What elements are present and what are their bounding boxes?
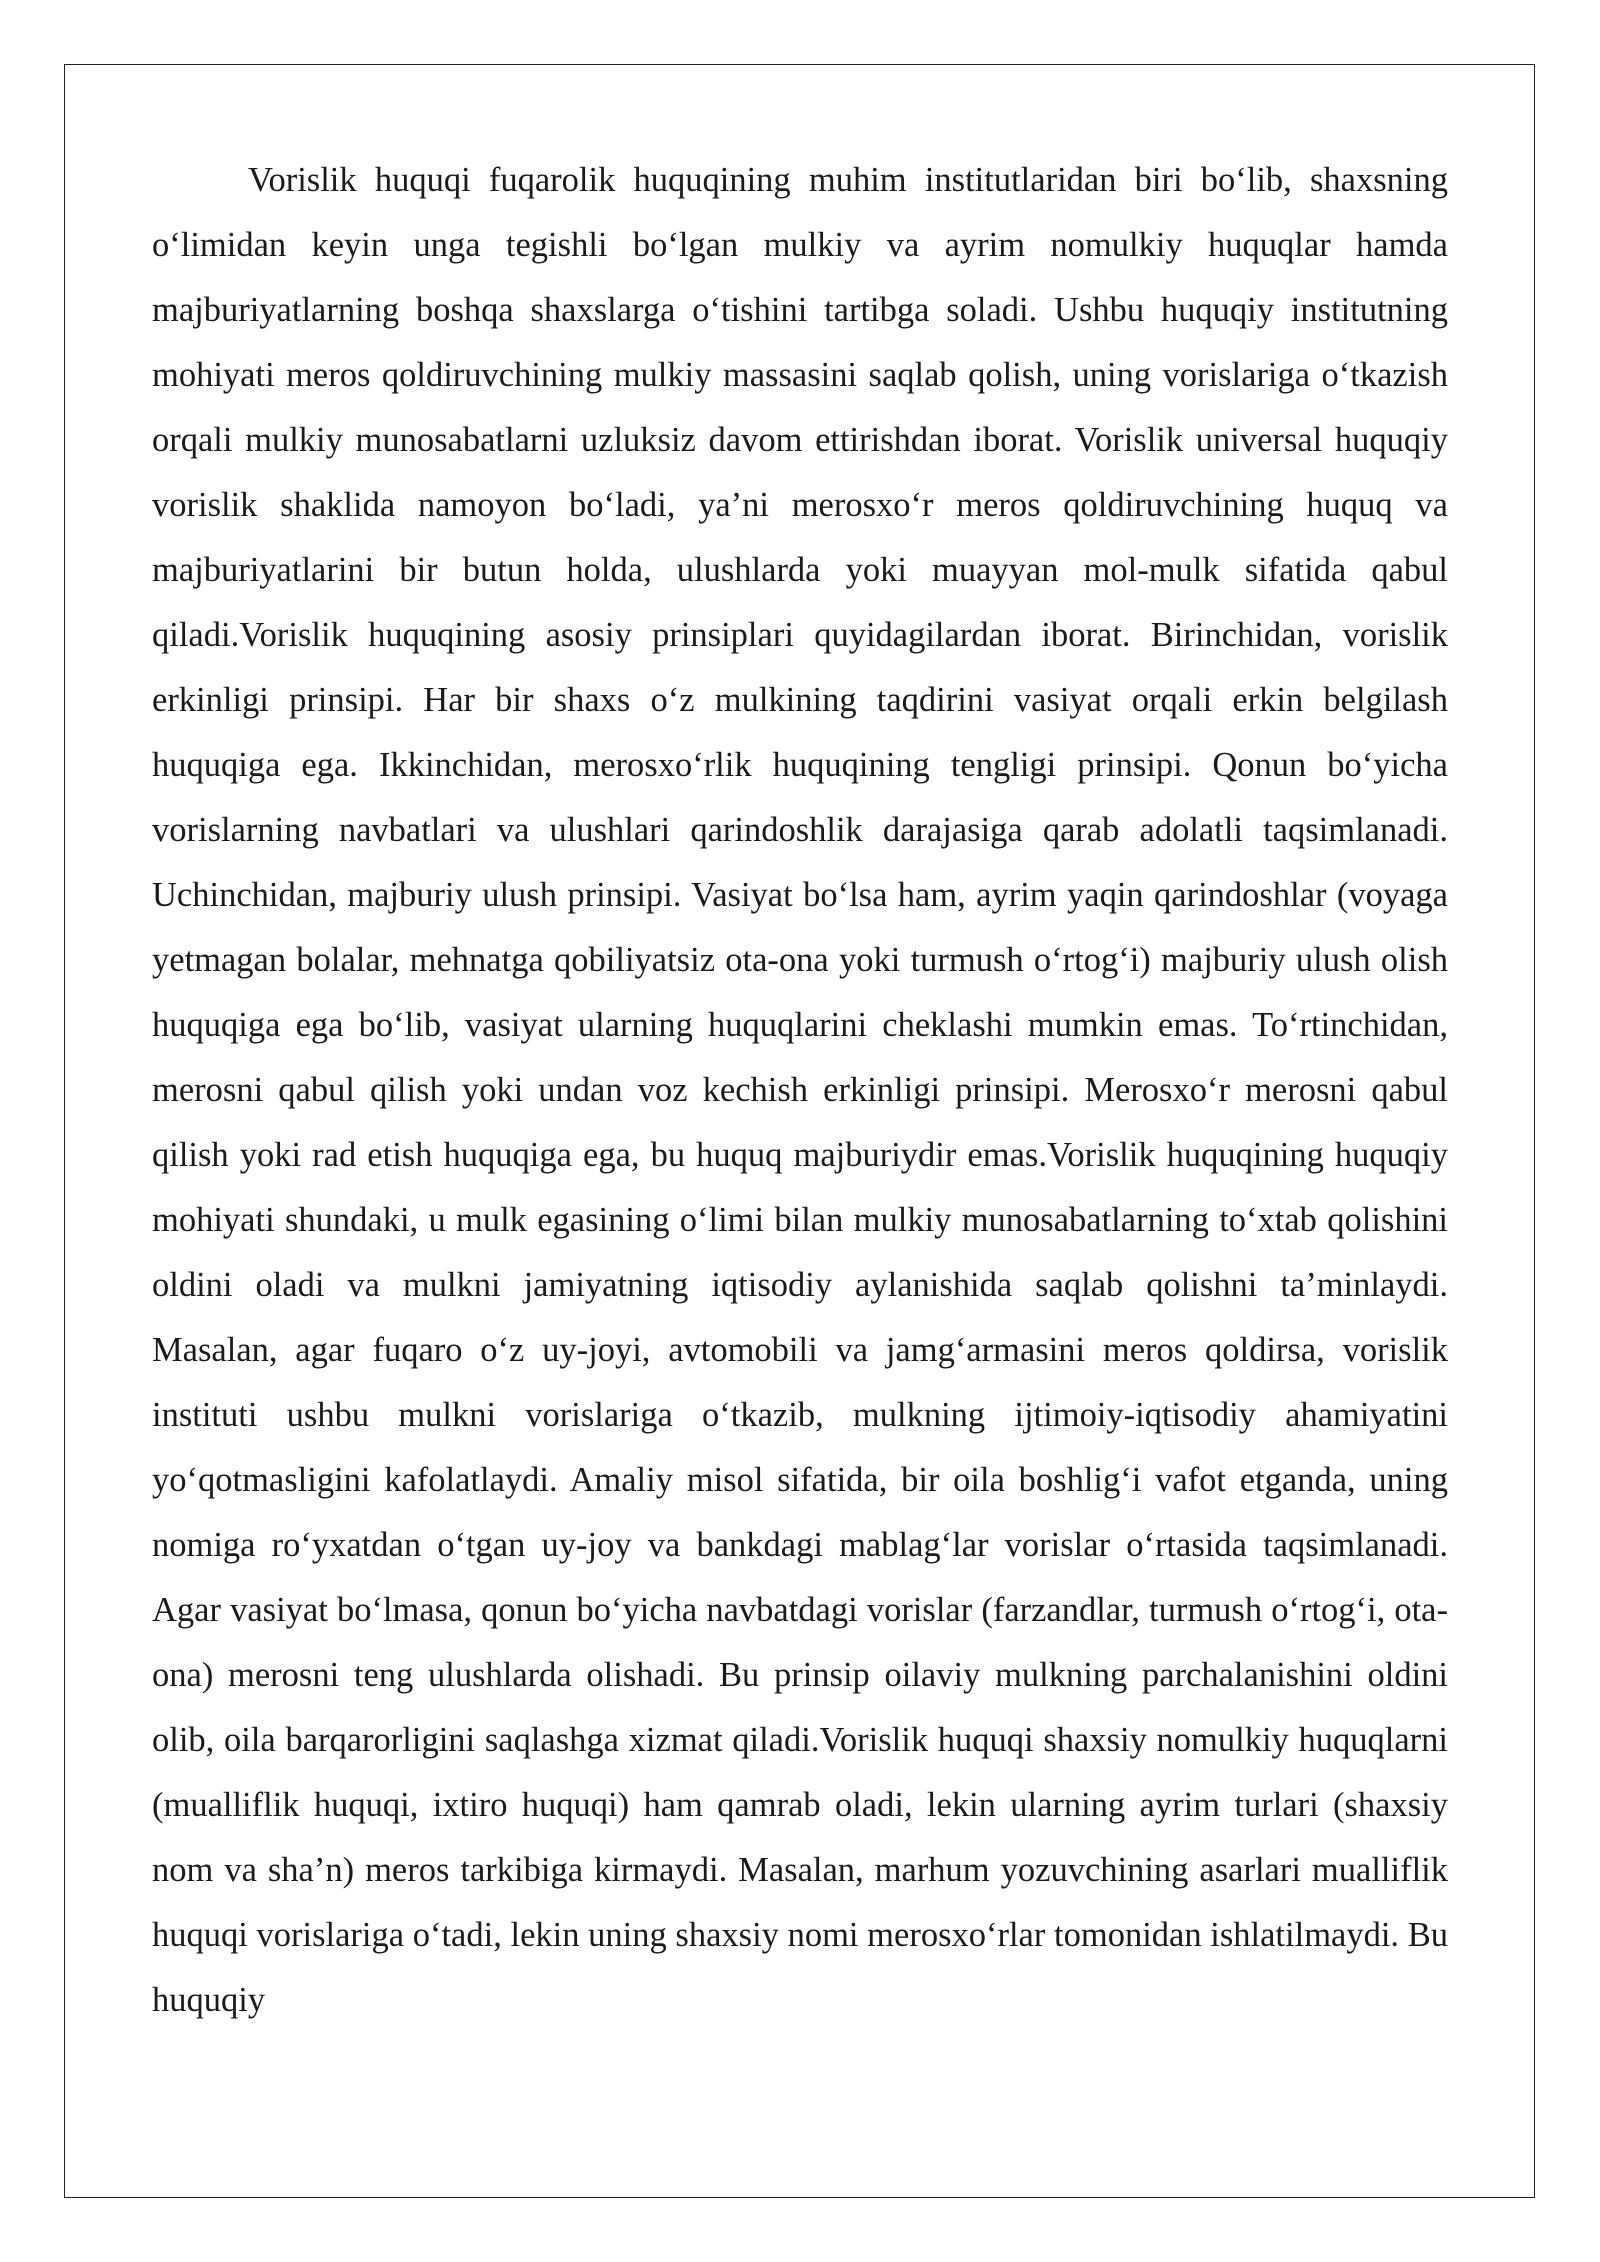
document-paragraph [152, 148, 1448, 2033]
paragraph-text: Vorislik huquqi fuqarolik huquqining muhim institutlaridan biri bo‘lib, shaxsning o‘limidan keyin unga tegishli bo‘lgan mulkiy va ayrim nomulkiy huquqlar hamda majburiyatlarning boshqa shaxslarga o‘tishini tartibga soladi. Ushbu huquqiy institutning mohiyati meros qoldiruvchining mulkiy massasini saqlab qolish, uning vorislariga o‘tkazish orqali mulkiy munosabatlarni uzluksiz davom ettirishdan iborat. Vorislik universal huquqiy vorislik shaklida namoyon bo‘ladi, ya’ni merosxo‘r meros qoldiruvchining huquq va majburiyatlarini bir butun holda, ulushlarda yoki muayyan mol-mulk sifatida qabul qiladi.Vorislik huquqining asosiy prinsiplari quyidagilardan iborat. Birinchidan, vorislik erkinligi prinsipi. Har bir shaxs o‘z mulkining taqdirini vasiyat orqali erkin belgilash huquqiga ega. Ikkinchidan, merosxo‘rlik huquqining tengligi prinsipi. Qonun bo‘yicha vorislarning navbatlari va ulushlari qarindoshlik darajasiga qarab adolatli taqsimlanadi. Uchinchidan, majburiy ulush prinsipi. Vasiyat bo‘lsa ham, ayrim yaqin qarindoshlar (voyaga yetmagan bolalar, mehnatga qobiliyatsiz ota-ona yoki turmush o‘rtog‘i) majburiy ulush olish huquqiga ega bo‘lib, vasiyat ularning huquqlarini cheklashi mumkin emas. To‘rtinchidan, merosni qabul qilish yoki undan voz kechish erkinligi prinsipi. Merosxo‘r merosni qabul qilish yoki rad etish huquqiga ega, bu huquq majburiydir emas.Vorislik huquqining huquqiy mohiyati shundaki, u mulk egasining o‘limi bilan mulkiy munosabatlarning to‘xtab qolishini oldini oladi va mulkni jamiyatning iqtisodiy aylanishida saqlab qolishni ta’minlaydi. Masalan, agar fuqaro o‘z uy-joyi, avtomobili va jamg‘armasini meros qoldirsa, vorislik instituti ushbu mulkni vorislariga o‘tkazib, mulkning ijtimoiy-iqtisodiy ahamiyatini yo‘qotmasligini kafolatlaydi. Amaliy misol sifatida, bir oila boshlig‘i vafot etganda, uning nomiga ro‘yxatdan o‘tgan uy-joy va bankdagi mablag‘lar vorislar o‘rtasida taqsimlanadi. Agar vasiyat bo‘lmasa, qonun bo‘yicha navbatdagi vorislar (farzandlar, turmush o‘rtog‘i, ota-ona) merosni teng ulushlarda olishadi. Bu prinsip oilaviy mulkning parchalanishini oldini olib, oila barqarorligini saqlashga xizmat qiladi.Vorislik huquqi shaxsiy nomulkiy huquqlarni (mualliflik huquqi, ixtiro huquqi) ham qamrab oladi, lekin ularning ayrim turlari (shaxsiy nom va sha’n) meros tarkibiga kirmaydi. Masalan, marhum yozuvchining asarlari mualliflik huquqi vorislariga o‘tadi, lekin uning shaxsiy nomi merosxo‘rlar tomonidan ishlatilmaydi. Bu huquqiy [152, 161, 1448, 2019]
